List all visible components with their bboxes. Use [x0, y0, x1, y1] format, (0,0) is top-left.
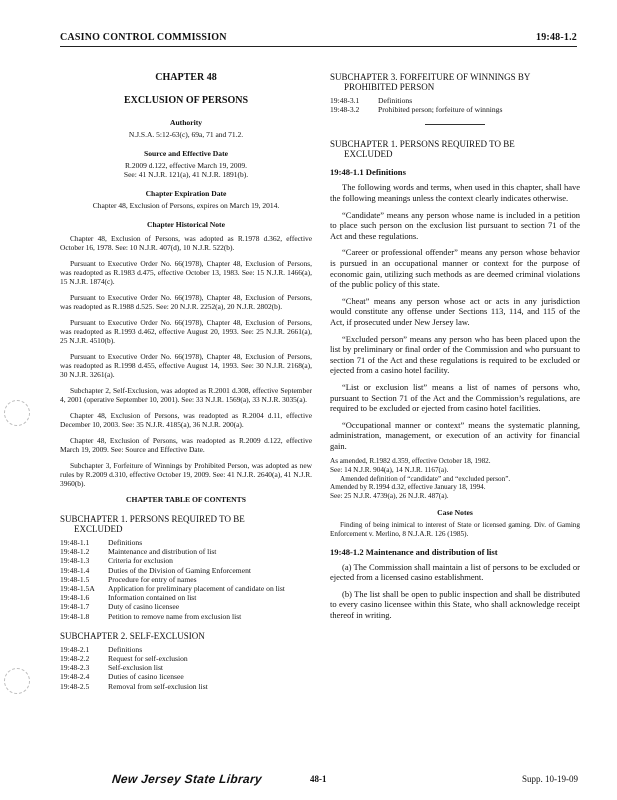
subchapter-1-body-line2: EXCLUDED [344, 149, 393, 160]
header-title: CASINO CONTROL COMMISSION [60, 32, 227, 43]
left-column [60, 72, 312, 701]
subchapter-3-toc [330, 96, 580, 114]
toc-item [60, 672, 312, 681]
section-paragraph: (a) The Commission shall maintain a list of persons to be excluded or ejected from a licensed casino establishment. [330, 561, 580, 583]
history-note: Subchapter 2, Self-Exclusion, was adopted as R.2001 d.308, effective September 4, 2001 (operative September 10, 2001). See: 33 N.J.R. 1569(a), 33 N.J.R. 3035(a). [60, 386, 312, 404]
toc-section-number: 19:48-1.8 [60, 611, 90, 621]
punch-hole-top [4, 400, 30, 426]
toc-section-title: Application for preliminary placement of candidate on list [108, 584, 285, 594]
amendment-line: As amended, R.1982 d.359, effective October 18, 1982. [330, 457, 491, 466]
page-footer [0, 772, 617, 792]
authority-block [60, 118, 312, 139]
subchapter-2-line1: SUBCHAPTER 2. SELF-EXCLUSION [60, 630, 205, 641]
amendment-indent-line: Amended definition of “candidate” and “excluded person”. [340, 474, 511, 483]
toc-section-title: Definitions [108, 644, 143, 654]
subchapter-1-body-heading [330, 139, 580, 159]
toc-item [60, 612, 312, 621]
definition-paragraph: “Career or professional offender” means any person whose behavior is pursued in an occupational manner or context for the purpose of economic gain, utilizing such methods as are deemed criminal violations of the public policy of this state. [330, 247, 580, 290]
toc-section-title: Duties of the Division of Gaming Enforcement [108, 565, 251, 575]
history-note: Chapter 48, Exclusion of Persons, was readopted as R.2009 d.122, effective March 19, 2009. See: Source and Effective Date. [60, 436, 312, 454]
toc-section-number: 19:48-1.7 [60, 602, 90, 612]
definition-paragraph: “List or exclusion list” means a list of names of persons who, pursuant to Section 71 of the Act and the Commission’s regulations, are required to be excluded or ejected from casino hotel facilities. [330, 381, 580, 414]
history-note: Pursuant to Executive Order No. 66(1978), Chapter 48, Exclusion of Persons, was readopted as R.1993 d.462, effective August 20, 1993. See: 25 N.J.R. 2661(a), 25 N.J.R. 4510(b). [60, 318, 312, 345]
source-line: R.2009 d.122, effective March 19, 2009. [125, 161, 247, 170]
toc-item [60, 584, 312, 593]
chapter-title: EXCLUSION OF PERSONS [123, 95, 249, 106]
library-stamp: New Jersey State Library [111, 772, 263, 786]
subchapter-3-line2: PROHIBITED PERSON [344, 82, 435, 92]
supplement-date: Supp. 10-19-09 [522, 774, 578, 784]
toc-item [330, 105, 580, 114]
expiration-text: Chapter 48, Exclusion of Persons, expires on March 19, 2014. [92, 201, 280, 210]
toc-section-number: 19:48-1.6 [60, 593, 90, 603]
historical-note-block [60, 220, 312, 488]
toc-section-number: 19:48-1.4 [60, 565, 90, 575]
definition-paragraph: “Excluded person” means any person who has been placed upon the list by preliminary or final order of the Commission and who pursuant to section 71 of the Act and these regulations is required to be excluded or ejected from a casino hotel facility. [330, 333, 580, 376]
toc-section-number: 19:48-1.3 [60, 556, 90, 566]
source-line: See: 41 N.J.R. 121(a), 41 N.J.R. 1891(b). [123, 170, 249, 179]
definition-paragraph: “Occupational manner or context” means the systematic planning, administration, management, or execution of an activity for financial gain. [330, 419, 580, 451]
toc-item [60, 682, 312, 691]
toc-section-title: Prohibited person; forfeiture of winnings [378, 105, 503, 115]
toc-section-number: 19:48-3.2 [330, 105, 360, 115]
subchapter-1-toc [60, 538, 312, 621]
toc-section-number: 19:48-2.1 [60, 644, 90, 654]
toc-section-title: Self-exclusion list [108, 663, 164, 673]
expiration-label: Chapter Expiration Date [145, 189, 227, 198]
history-note: Chapter 48, Exclusion of Persons, was adopted as R.1978 d.362, effective October 16, 1978. See: 10 N.J.R. 407(d), 10 N.J.R. 522(b). [60, 234, 312, 252]
section-1-2-title: 19:48-1.2 Maintenance and distribution of list [330, 546, 498, 557]
subchapter-1-line2: EXCLUDED [74, 524, 123, 534]
toc-section-title: Duties of casino licensee [108, 672, 184, 682]
amendment-line: See: 14 N.J.R. 904(a), 14 N.J.R. 1167(a). [330, 466, 449, 475]
toc-section-number: 19:48-1.2 [60, 547, 90, 557]
toc-section-title: Request for self-exclusion [108, 654, 188, 664]
toc-section-title: Definitions [108, 538, 143, 547]
history-label: Chapter Historical Note [147, 220, 225, 229]
authority-text: N.J.S.A. 5:12-63(c), 69a, 71 and 71.2. [128, 130, 244, 139]
toc-heading: CHAPTER TABLE OF CONTENTS [126, 495, 246, 504]
toc-item [60, 593, 312, 602]
subchapter-1-heading [60, 514, 312, 534]
subchapter-1-line1: SUBCHAPTER 1. PERSONS REQUIRED TO BE [60, 514, 245, 524]
toc-section-number: 19:48-3.1 [330, 96, 360, 105]
definition-paragraph: The following words and terms, when used in this chapter, shall have the following meanings unless the context clearly indicates otherwise. [330, 182, 580, 203]
toc-section-number: 19:48-2.4 [60, 672, 90, 682]
expiration-block [60, 189, 312, 210]
subchapter-2-toc [60, 645, 312, 691]
toc-item [60, 556, 312, 565]
toc-section-number: 19:48-1.1 [60, 538, 90, 547]
section-paragraph: (b) The list shall be open to public inspection and shall be distributed to every casino licensee within this State, who shall acknowledge receipt thereof in writing. [330, 588, 580, 620]
subchapter-3-heading [330, 72, 580, 92]
running-header [60, 32, 577, 47]
section-1-1-title: 19:48-1.1 Definitions [330, 167, 406, 178]
toc-section-title: Maintenance and distribution of list [108, 547, 217, 557]
toc-section-number: 19:48-2.5 [60, 681, 90, 691]
history-note: Pursuant to Executive Order No. 66(1978), Chapter 48, Exclusion of Persons, was readopted as R.1988 d.525. See: 20 N.J.R. 2252(a), 20 N.J.R. 2802(b). [60, 293, 312, 311]
toc-item [330, 96, 580, 105]
case-note-text: Finding of being inimical to interest of State or licensed gaming. Div. of Gaming Enforcement v. Merlino, 8 N.J.A.R. 126 (1985). [330, 521, 580, 539]
toc-section-title: Information contained on list [108, 593, 197, 603]
toc-section-title: Definitions [378, 96, 413, 105]
toc-section-number: 19:48-1.5A [60, 584, 95, 594]
toc-item [60, 538, 312, 547]
toc-section-title: Petition to remove name from exclusion list [108, 611, 242, 621]
toc-section-number: 19:48-2.3 [60, 663, 90, 673]
toc-section-number: 19:48-1.5 [60, 574, 90, 584]
subchapter-3-line1: SUBCHAPTER 3. FORFEITURE OF WINNINGS BY [330, 72, 531, 82]
history-note: Pursuant to Executive Order No. 66(1978), Chapter 48, Exclusion of Persons, was readopted as R.1983 d.475, effective October 13, 1983. See: 15 N.J.R. 1466(a), 15 N.J.R. 1874(c). [60, 259, 312, 286]
amendment-line: Amended by R.1994 d.32, effective January 18, 1994. [330, 483, 486, 492]
chapter-number: CHAPTER 48 [155, 72, 217, 83]
toc-item [60, 547, 312, 556]
toc-item [60, 645, 312, 654]
section-divider [425, 124, 485, 125]
toc-section-number: 19:48-2.2 [60, 654, 90, 664]
subchapter-1-body-line1: SUBCHAPTER 1. PERSONS REQUIRED TO BE [330, 139, 515, 150]
definition-paragraph: “Candidate” means any person whose name is included in a petition to place such person on the exclusion list pursuant to section 71 of the Act and these regulations. [330, 209, 580, 241]
toc-item [60, 602, 312, 611]
header-section: 19:48-1.2 [536, 32, 577, 43]
toc-item [60, 566, 312, 575]
history-note: Pursuant to Executive Order No. 66(1978), Chapter 48, Exclusion of Persons, was readopted as R.1998 d.455, effective August 14, 1993. See: 30 N.J.R. 2168(a), 30 N.J.R. 3261(a). [60, 352, 312, 379]
source-label: Source and Effective Date [143, 149, 228, 158]
authority-label: Authority [169, 118, 203, 127]
toc-item [60, 575, 312, 584]
toc-section-title: Removal from self-exclusion list [108, 681, 208, 691]
definition-paragraph: “Cheat” means any person whose act or acts in any jurisdiction would constitute any offense under Sections 113, 114, and 115 of the Act, if prosecuted under New Jersey law. [330, 295, 580, 327]
history-note: Chapter 48, Exclusion of Persons, was readopted as R.2004 d.11, effective December 10, 2003. See: 35 N.J.R. 4185(a), 36 N.J.R. 200(a). [60, 411, 312, 429]
history-note: Subchapter 3, Forfeiture of Winnings by Prohibited Person, was adopted as new rules by R.2009 d.310, effective October 19, 2009. See: 41 N.J.R. 2640(a), 41 N.J.R. 3960(b). [60, 461, 312, 488]
subchapter-2-heading [60, 631, 312, 641]
toc-section-title: Duty of casino licensee [108, 602, 180, 612]
amendment-notes [330, 457, 580, 500]
toc-section-title: Procedure for entry of names [108, 574, 197, 584]
toc-section-title: Criteria for exclusion [108, 556, 173, 566]
case-notes-heading: Case Notes [437, 508, 473, 518]
punch-hole-bottom [4, 668, 30, 694]
toc-item [60, 654, 312, 663]
page-number: 48-1 [310, 774, 327, 784]
right-column [330, 72, 580, 627]
source-block [60, 149, 312, 179]
toc-item [60, 663, 312, 672]
amendment-line: See: 25 N.J.R. 4739(a), 26 N.J.R. 487(a). [330, 491, 449, 500]
